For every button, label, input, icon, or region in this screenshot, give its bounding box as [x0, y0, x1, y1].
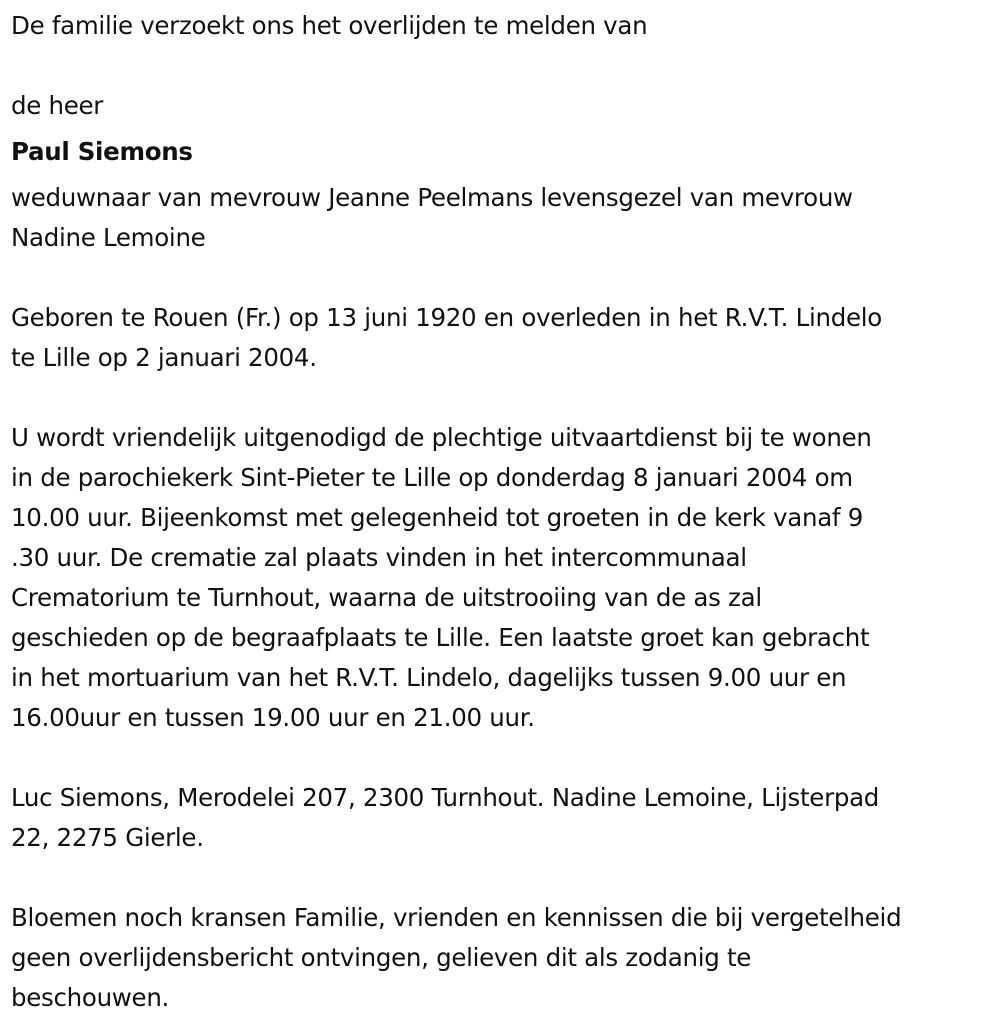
ceremony-line: Crematorium te Turnhout, waarna de uitstrooiing van de as zal — [11, 583, 762, 612]
address-line: Luc Siemons, Merodelei 207, 2300 Turnhout. Nadine Lemoine, Lijsterpad — [11, 783, 880, 812]
deceased-name — [11, 132, 1000, 172]
ceremony-line: 10.00 uur. Bijeenkomst met gelegenheid tot groeten in de kerk vanaf 9 — [11, 503, 864, 532]
ceremony-line: .30 uur. De crematie zal plaats vinden in het intercommunaal — [11, 543, 747, 572]
birth-death-line: te Lille op 2 januari 2004. — [11, 343, 317, 372]
relation-paragraph — [11, 178, 1000, 258]
deceased-name-line: Paul Siemons — [11, 137, 193, 166]
closing-line: Bloemen noch kransen Familie, vrienden en kennissen die bij vergetelheid — [11, 903, 902, 932]
ceremony-line: in het mortuarium van het R.V.T. Lindelo, dagelijks tussen 9.00 uur en — [11, 663, 847, 692]
ceremony-paragraph — [11, 418, 1000, 738]
ceremony-line: 16.00uur en tussen 19.00 uur en 21.00 uur. — [11, 703, 535, 732]
ceremony-line: geschieden op de begraafplaats te Lille. Een laatste groet kan gebracht — [11, 623, 870, 652]
intro-line: De familie verzoekt ons het overlijden te melden van — [11, 11, 648, 40]
ceremony-line: U wordt vriendelijk uitgenodigd de plechtige uitvaartdienst bij te wonen — [11, 423, 872, 452]
salutation-line: de heer — [11, 91, 104, 120]
intro-text — [11, 6, 1000, 46]
closing-line: beschouwen. — [11, 983, 170, 1012]
closing-line: geen overlijdensbericht ontvingen, gelieven dit als zodanig te — [11, 943, 752, 972]
relation-line: Nadine Lemoine — [11, 223, 206, 252]
ceremony-line: in de parochiekerk Sint-Pieter te Lille op donderdag 8 januari 2004 om — [11, 463, 853, 492]
birth-death-line: Geboren te Rouen (Fr.) op 13 juni 1920 en overleden in het R.V.T. Lindelo — [11, 303, 882, 332]
address-line: 22, 2275 Gierle. — [11, 823, 204, 852]
closing-paragraph — [11, 898, 1000, 1018]
salutation-text — [11, 86, 1000, 126]
relation-line: weduwnaar van mevrouw Jeanne Peelmans levensgezel van mevrouw — [11, 183, 853, 212]
address-paragraph — [11, 778, 1000, 858]
birth-death-paragraph — [11, 298, 1000, 378]
